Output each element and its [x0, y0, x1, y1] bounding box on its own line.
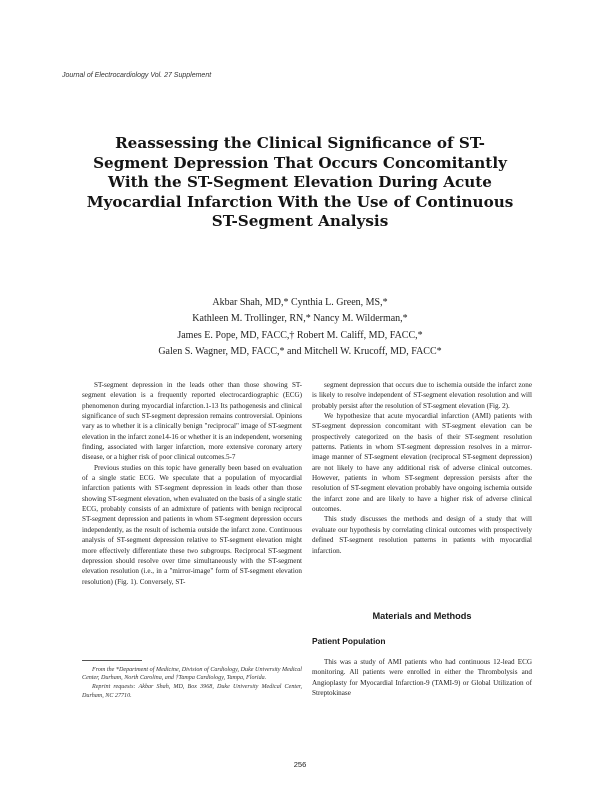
body-paragraph: Previous studies on this topic have generally been based on evaluation of a single static ECG. We speculate that a population of myocardial infarction patients with ST-segment depression in leads other than those showing ST-segment elevation, when evaluated on the basis of a single static ECG, probably consists of an admixture of patients with benign reciprocal ST-segment depression and patients in whom ST-segment depression occurs independently, as the result of ischemia outside the infarct zone. Continuous analysis of ST-segment depression relative to ST-segment elevation might more effectively differentiate these two subgroups. Reciprocal ST-segment depression should resolve over time simultaneously with the ST-segment elevation resolution (i.e., in a "mirror-image" form of ST-segment elevation resolution) (Fig. 1). Conversely, ST-	[82, 463, 302, 586]
body-paragraph: We hypothesize that acute myocardial infarction (AMI) patients with ST-segment depression concomitant with ST-segment elevation can be prospectively categorized on the basis of their ST-segment resolution patterns. Patients in whom ST-segment depression resolves in a mirror-image manner of ST-segment elevation (reciprocal ST-segment depression) are not likely to have any additional risk of adverse clinical outcomes. However, patients in whom ST-segment depression persists after the resolution of ST-segment elevation probably have ongoing ischemia outside the infarct zone and are likely to have a higher risk of adverse clinical outcomes.	[312, 412, 532, 514]
footnote-reprint: Reprint requests: Akbar Shah, MD, Box 3968, Duke University Medical Center, Durham, NC 27710.	[82, 684, 302, 699]
author-line: Galen S. Wagner, MD, FACC,* and Mitchell W. Krucoff, MD, FACC*	[158, 346, 442, 358]
right-column-lower	[312, 657, 532, 698]
body-paragraph: This was a study of AMI patients who had continuous 12-lead ECG monitoring. All patients were enrolled in either the Thrombolysis and Angioplasty for Myocardial Infarction-9 (TAMI-9) or Global Utilization of Streptokinase	[312, 658, 532, 698]
article-title: Reassessing the Clinical Significance of ST-Segment Depression That Occurs Concomitantly With the ST-Segment Elevation During Acute Myocardial Infarction With the Use of Continuous ST-Segment Analysis	[86, 134, 514, 231]
left-column	[82, 380, 302, 587]
author-list	[110, 295, 490, 361]
page-number: 256	[293, 760, 307, 769]
footnote-affiliation: From the *Department of Medicine, Division of Cardiology, Duke University Medical Center, Durham, North Carolina, and †Tampa Cardiology, Tampa, Florida.	[82, 667, 302, 682]
right-column	[312, 380, 532, 556]
footnotes	[82, 666, 302, 701]
author-line: James E. Pope, MD, FACC,† Robert M. Califf, MD, FACC,*	[177, 329, 423, 341]
body-paragraph: ST-segment depression in the leads other than those showing ST-segment elevation is a frequently reported electrocardiographic (ECG) phenomenon during myocardial infarction.1-13 Its pathogenesis and clinical significance of such ST-segment depression remains controversial. Opinions vary as to whether it is a clinically benign "reciprocal" image of ST-segment elevation in the infarct zone14-16 or whether it is an independent, worsening finding, associated with larger infarction, more extensive coronary artery disease, or a higher risk of poor clinical outcomes.5-7	[82, 381, 302, 462]
footnote-rule	[82, 660, 142, 661]
subsection-heading: Patient Population	[312, 636, 386, 646]
body-paragraph: This study discusses the methods and design of a study that will evaluate our hypothesis by correlating clinical outcomes with prospectively defined ST-segment resolution patterns in patients with myocardial infarction.	[312, 515, 532, 555]
body-paragraph: segment depression that occurs due to ischemia outside the infarct zone is likely to resolve independent of ST-segment elevation resolution and will probably persist after the resolution of ST-segment elevation (Fig. 2).	[312, 381, 532, 410]
running-head: Journal of Electrocardiology Vol. 27 Supplement	[62, 72, 212, 79]
author-line: Kathleen M. Trollinger, RN,* Nancy M. Wilderman,*	[192, 313, 408, 325]
section-heading: Materials and Methods	[372, 611, 472, 621]
author-line: Akbar Shah, MD,* Cynthia L. Green, MS,*	[212, 297, 388, 308]
